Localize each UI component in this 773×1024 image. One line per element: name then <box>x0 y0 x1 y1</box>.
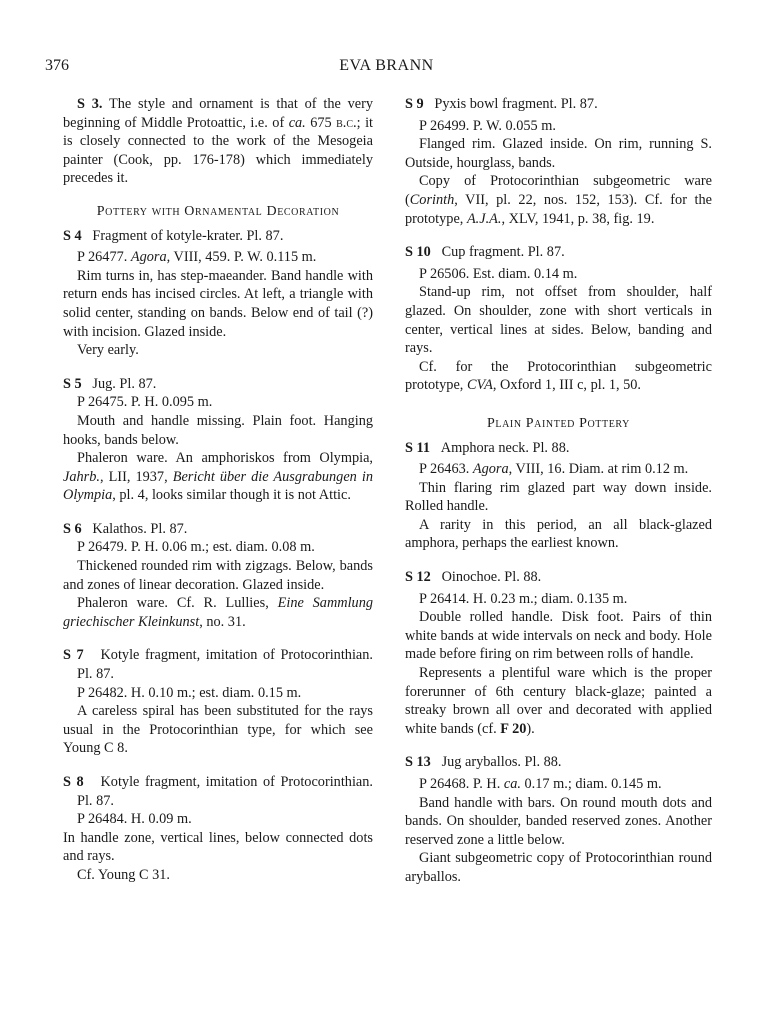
entry-note: Cf. for the Protocorinthian subgeometric prototype, CVA, Oxford 1, III c, pl. 1, 50. <box>405 358 712 394</box>
entry-inventory: P 26477. Agora, VIII, 459. P. W. 0.115 m. <box>77 249 317 266</box>
catalog-entry-s13 <box>405 753 712 886</box>
entry-note: Phaleron ware. An amphoriskos from Olympia, Jahrb., LII, 1937, Bericht über die Ausgrabungen in Olympia, pl. 4, looks similar though it is not Attic. <box>63 450 373 504</box>
entry-description: Thickened rounded rim with zigzags. Below, bands and zones of linear decoration. Glazed inside. <box>63 558 373 593</box>
entry-heading: S 4 Fragment of kotyle-krater. Pl. 87. <box>63 227 284 244</box>
entry-note: Giant subgeometric copy of Protocorinthian round aryballos. <box>405 850 712 885</box>
left-column <box>63 95 373 885</box>
entry-description: Band handle with bars. On round mouth dots and bands. On shoulder, banded reserved zones. Another reserved zone a little below. <box>405 794 712 848</box>
right-column <box>405 95 712 887</box>
entry-inventory: P 26482. H. 0.10 m.; est. diam. 0.15 m. <box>77 684 302 701</box>
entry-note: Represents a plentiful ware which is the proper forerunner of 6th century black-glaze; painted a streaky brown all over and decorated with applied white bands (cf. F 20). <box>405 665 712 737</box>
catalog-entry-s4 <box>63 227 373 360</box>
entry-heading: S 13 Jug aryballos. Pl. 88. <box>405 754 562 771</box>
catalog-entry-s11 <box>405 439 712 554</box>
entry-note: Very early. <box>77 342 139 359</box>
section-heading-plain: Plain Painted Pottery <box>487 415 630 431</box>
entry-description: A careless spiral has been substituted for the rays usual in the Protocorinthian type, for which see Young C 8. <box>63 703 373 757</box>
catalog-entry-s12 <box>405 568 712 738</box>
entry-heading: S 6 Kalathos. Pl. 87. <box>63 520 188 537</box>
catalog-number: S 3. <box>77 96 103 112</box>
entry-note: A rarity in this period, an all black-glazed amphora, perhaps the earliest known. <box>405 516 712 552</box>
entry-note: Phaleron ware. Cf. R. Lullies, Eine Sammlung griechischer Kleinkunst, no. 31. <box>63 595 374 630</box>
catalog-entry-s9 <box>405 95 712 228</box>
entry-description: Rim turns in, has step-maeander. Band handle with return ends has incised circles. At left, a triangle with solid center, standing on bands. Below end of tail (?) with incision. Glazed inside. <box>63 267 373 340</box>
catalog-entry-s7 <box>63 646 373 758</box>
entry-description: Stand-up rim, not offset from shoulder, half glazed. On shoulder, zone with short verticals in center, vertical lines at sides. Below, banding and rays. <box>405 284 712 357</box>
running-head: EVA BRANN <box>339 57 434 74</box>
entry-description: Flanged rim. Glazed inside. On rim, running S. Outside, hourglass, bands. <box>405 136 712 171</box>
entry-inventory: P 26499. P. W. 0.055 m. <box>419 117 556 134</box>
page-header <box>0 57 773 81</box>
catalog-entry-s6 <box>63 520 373 632</box>
catalog-entry-s8 <box>63 773 373 885</box>
entry-inventory: P 26463. Agora, VIII, 16. Diam. at rim 0.12 m. <box>419 461 689 478</box>
intro-paragraph: S 3. The style and ornament is that of the very beginning of Middle Protoattic, i.e. of ca. 675 b.c.; it is closely connected to the work of the Mesogeia painter (Cook, pp. 176-178) which immediately precedes it. <box>63 96 374 187</box>
page-number: 376 <box>45 57 69 74</box>
entry-note: Copy of Protocorinthian subgeometric ware (Corinth, VII, pl. 22, nos. 152, 153). Cf. for the prototype, A.J.A., XLV, 1941, p. 38, fig. 19. <box>405 173 712 227</box>
entry-heading: S 9 Pyxis bowl fragment. Pl. 87. <box>405 96 598 112</box>
section-heading-ornamental: Pottery with Ornamental Decoration <box>96 203 340 219</box>
entry-description: In handle zone, vertical lines, below connected dots and rays. <box>63 829 373 865</box>
catalog-entry-s5 <box>63 375 373 505</box>
entry-inventory: P 26414. H. 0.23 m.; diam. 0.135 m. <box>419 590 628 607</box>
entry-note: Cf. Young C 31. <box>77 866 170 883</box>
entry-description: Thin flaring rim glazed part way down inside. Rolled handle. <box>405 479 712 515</box>
entry-inventory: P 26479. P. H. 0.06 m.; est. diam. 0.08 m. <box>77 539 315 556</box>
entry-heading: S 11 Amphora neck. Pl. 88. <box>405 439 570 456</box>
entry-heading: S 8 Kotyle fragment, imitation of Protocorinthian. Pl. 87. <box>63 774 373 809</box>
cross-reference: F 20 <box>500 720 527 737</box>
entry-inventory: P 26468. P. H. ca. 0.17 m.; diam. 0.145 m. <box>419 776 662 792</box>
entry-inventory: P 26484. H. 0.09 m. <box>77 811 192 828</box>
entry-heading: S 12 Oinochoe. Pl. 88. <box>405 569 542 586</box>
entry-description: Double rolled handle. Disk foot. Pairs of thin white bands at wide intervals on neck and body. Hole made before firing on rim between rolls of handle. <box>405 609 712 663</box>
entry-heading: S 5 Jug. Pl. 87. <box>63 375 157 392</box>
entry-inventory: P 26475. P. H. 0.095 m. <box>77 394 213 411</box>
entry-heading: S 10 Cup fragment. Pl. 87. <box>405 244 565 261</box>
catalog-entry-s10 <box>405 243 712 395</box>
entry-inventory: P 26506. Est. diam. 0.14 m. <box>419 265 578 282</box>
entry-description: Mouth and handle missing. Plain foot. Hanging hooks, bands below. <box>63 412 373 448</box>
entry-heading: S 7 Kotyle fragment, imitation of Protocorinthian. Pl. 87. <box>63 647 373 683</box>
